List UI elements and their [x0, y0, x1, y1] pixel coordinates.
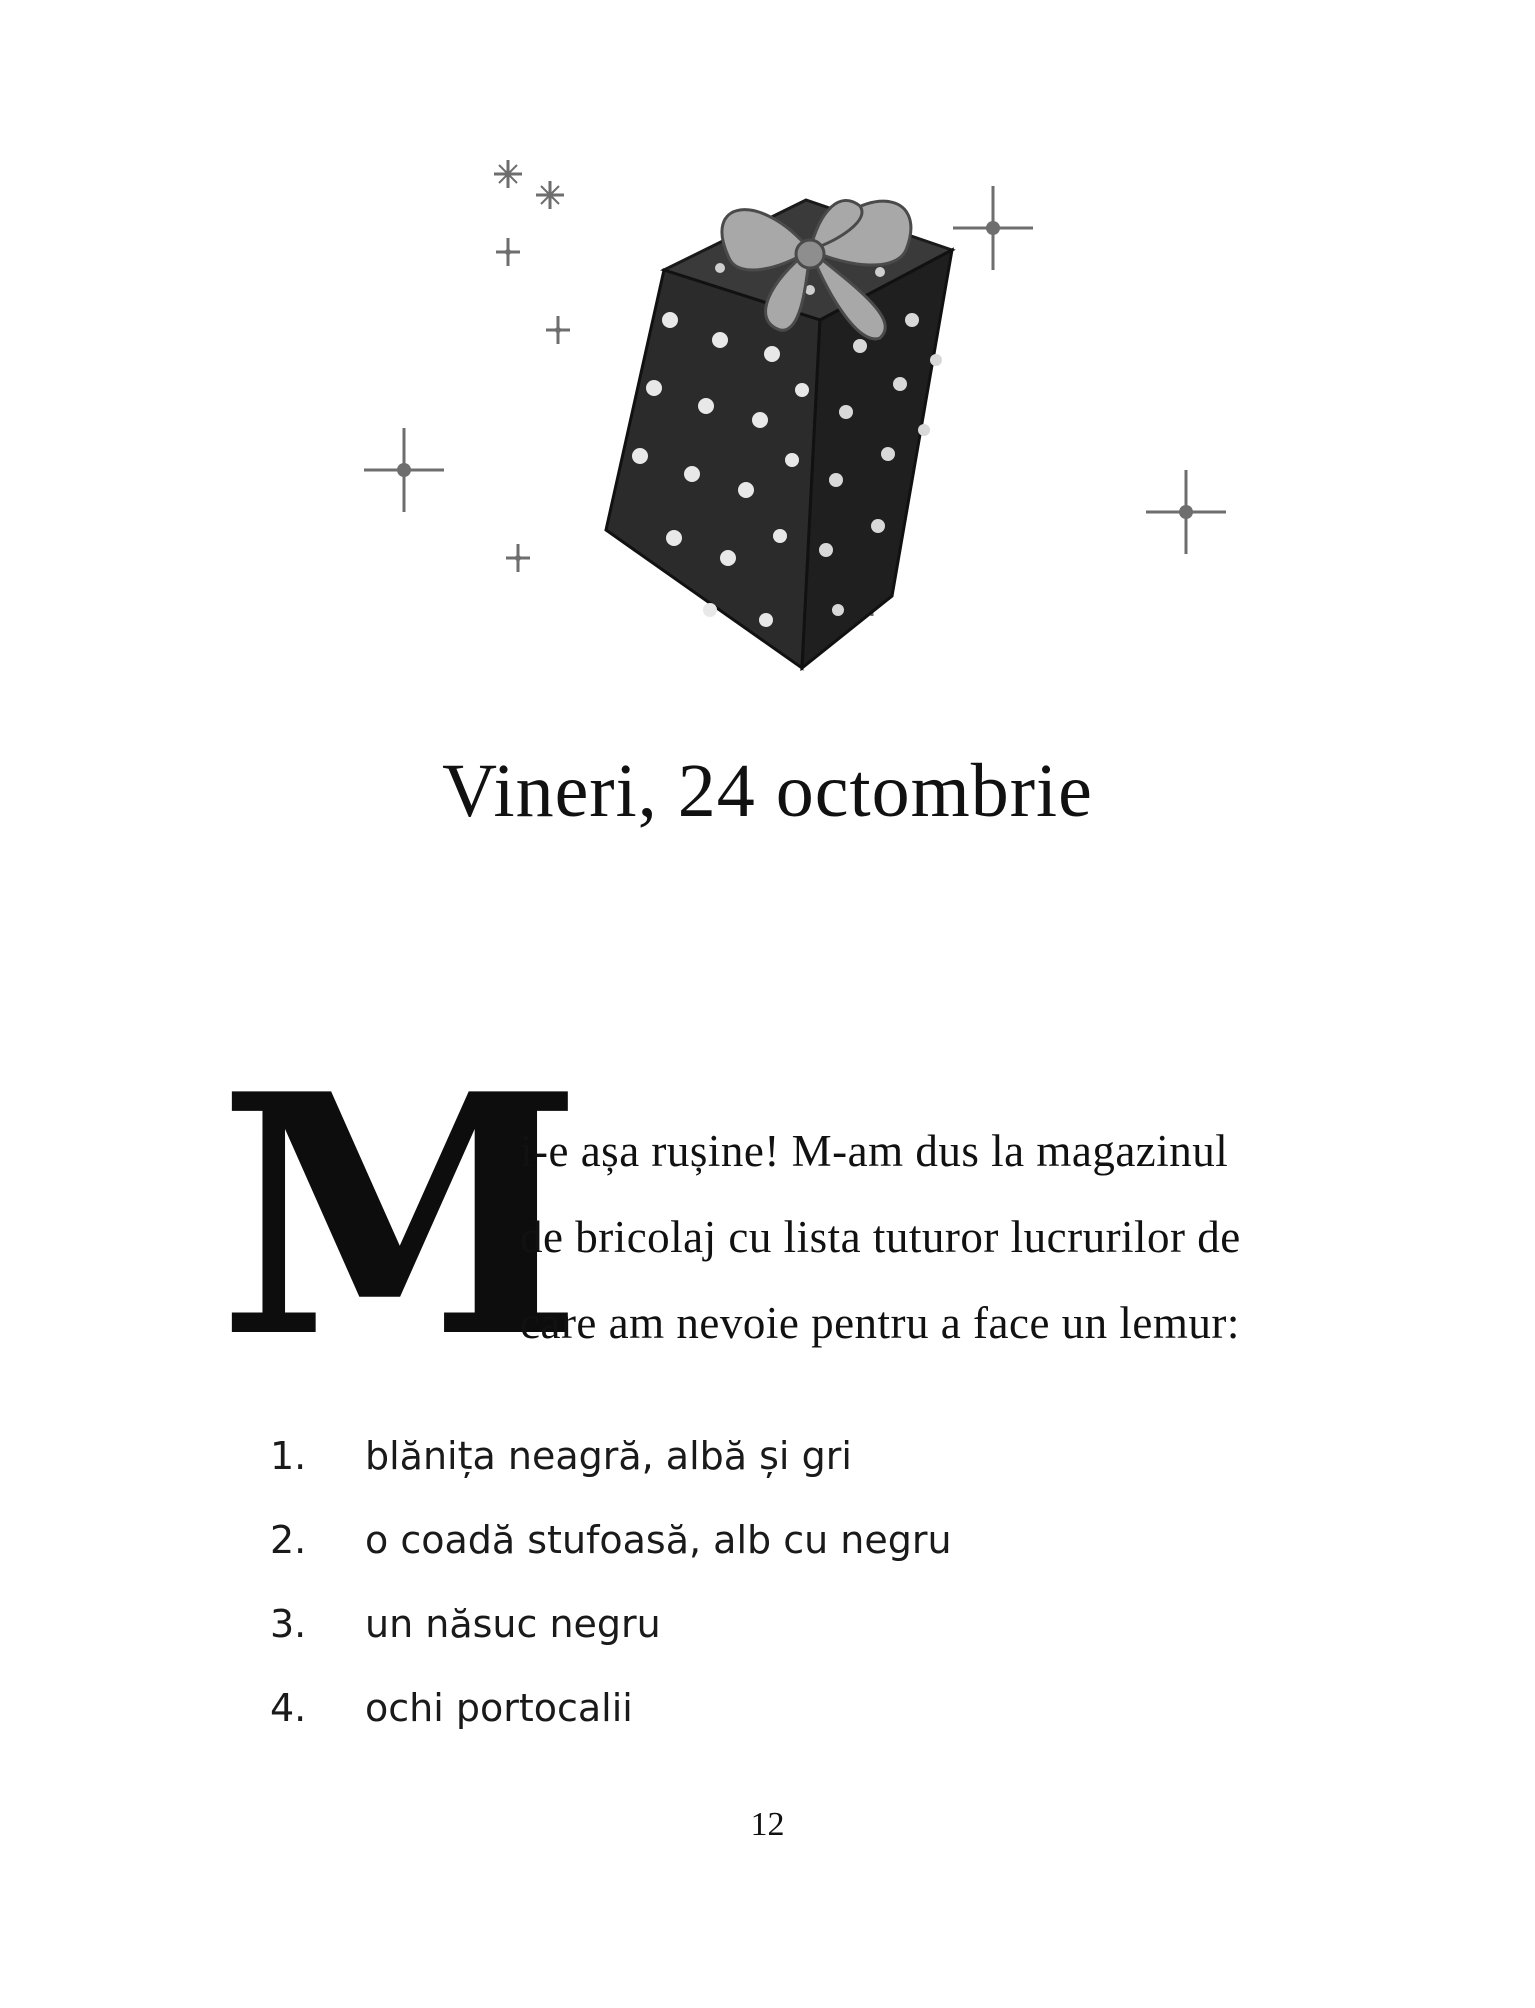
- gift-illustration: [340, 150, 1260, 690]
- sparkle-icon: [546, 316, 570, 344]
- shopping-list: [270, 1414, 1270, 1750]
- paragraph-line: care am nevoie pentru a face un lemur:: [520, 1298, 1240, 1348]
- sparkle-icon: [494, 160, 522, 188]
- list-item-number: 2.: [270, 1518, 307, 1562]
- list-item: [270, 1414, 1270, 1498]
- list-item: [270, 1498, 1270, 1582]
- sparkle-icon: [536, 181, 564, 209]
- gift-box-icon: [606, 200, 952, 668]
- list-item: [270, 1666, 1270, 1750]
- list-item-number: 3.: [270, 1602, 307, 1646]
- drop-cap-letter: M: [218, 1022, 584, 1410]
- list-item-number: 1.: [270, 1434, 307, 1478]
- paragraph-line: de bricolaj cu lista tuturor lucrurilor de: [520, 1212, 1241, 1262]
- page-number: 12: [750, 1806, 785, 1843]
- sparkle-icon: [1146, 470, 1226, 554]
- sparkle-icon: [953, 186, 1033, 270]
- sparkle-icon: [364, 428, 444, 512]
- list-item-text: un năsuc negru: [365, 1602, 661, 1646]
- sparkle-icon: [506, 544, 530, 572]
- chapter-date-heading: Vineri, 24 octombrie: [442, 749, 1093, 833]
- list-item-text: ochi portocalii: [365, 1686, 633, 1730]
- sparkle-icon: [496, 238, 520, 266]
- list-item-text: blănița neagră, albă și gri: [365, 1434, 852, 1478]
- list-item-text: o coadă stufoasă, alb cu negru: [365, 1518, 952, 1562]
- list-item: [270, 1582, 1270, 1666]
- intro-paragraph: [520, 1108, 1320, 1366]
- paragraph-line: i-e așa rușine! M-am dus la magazinul: [520, 1126, 1229, 1176]
- list-item-number: 4.: [270, 1686, 307, 1730]
